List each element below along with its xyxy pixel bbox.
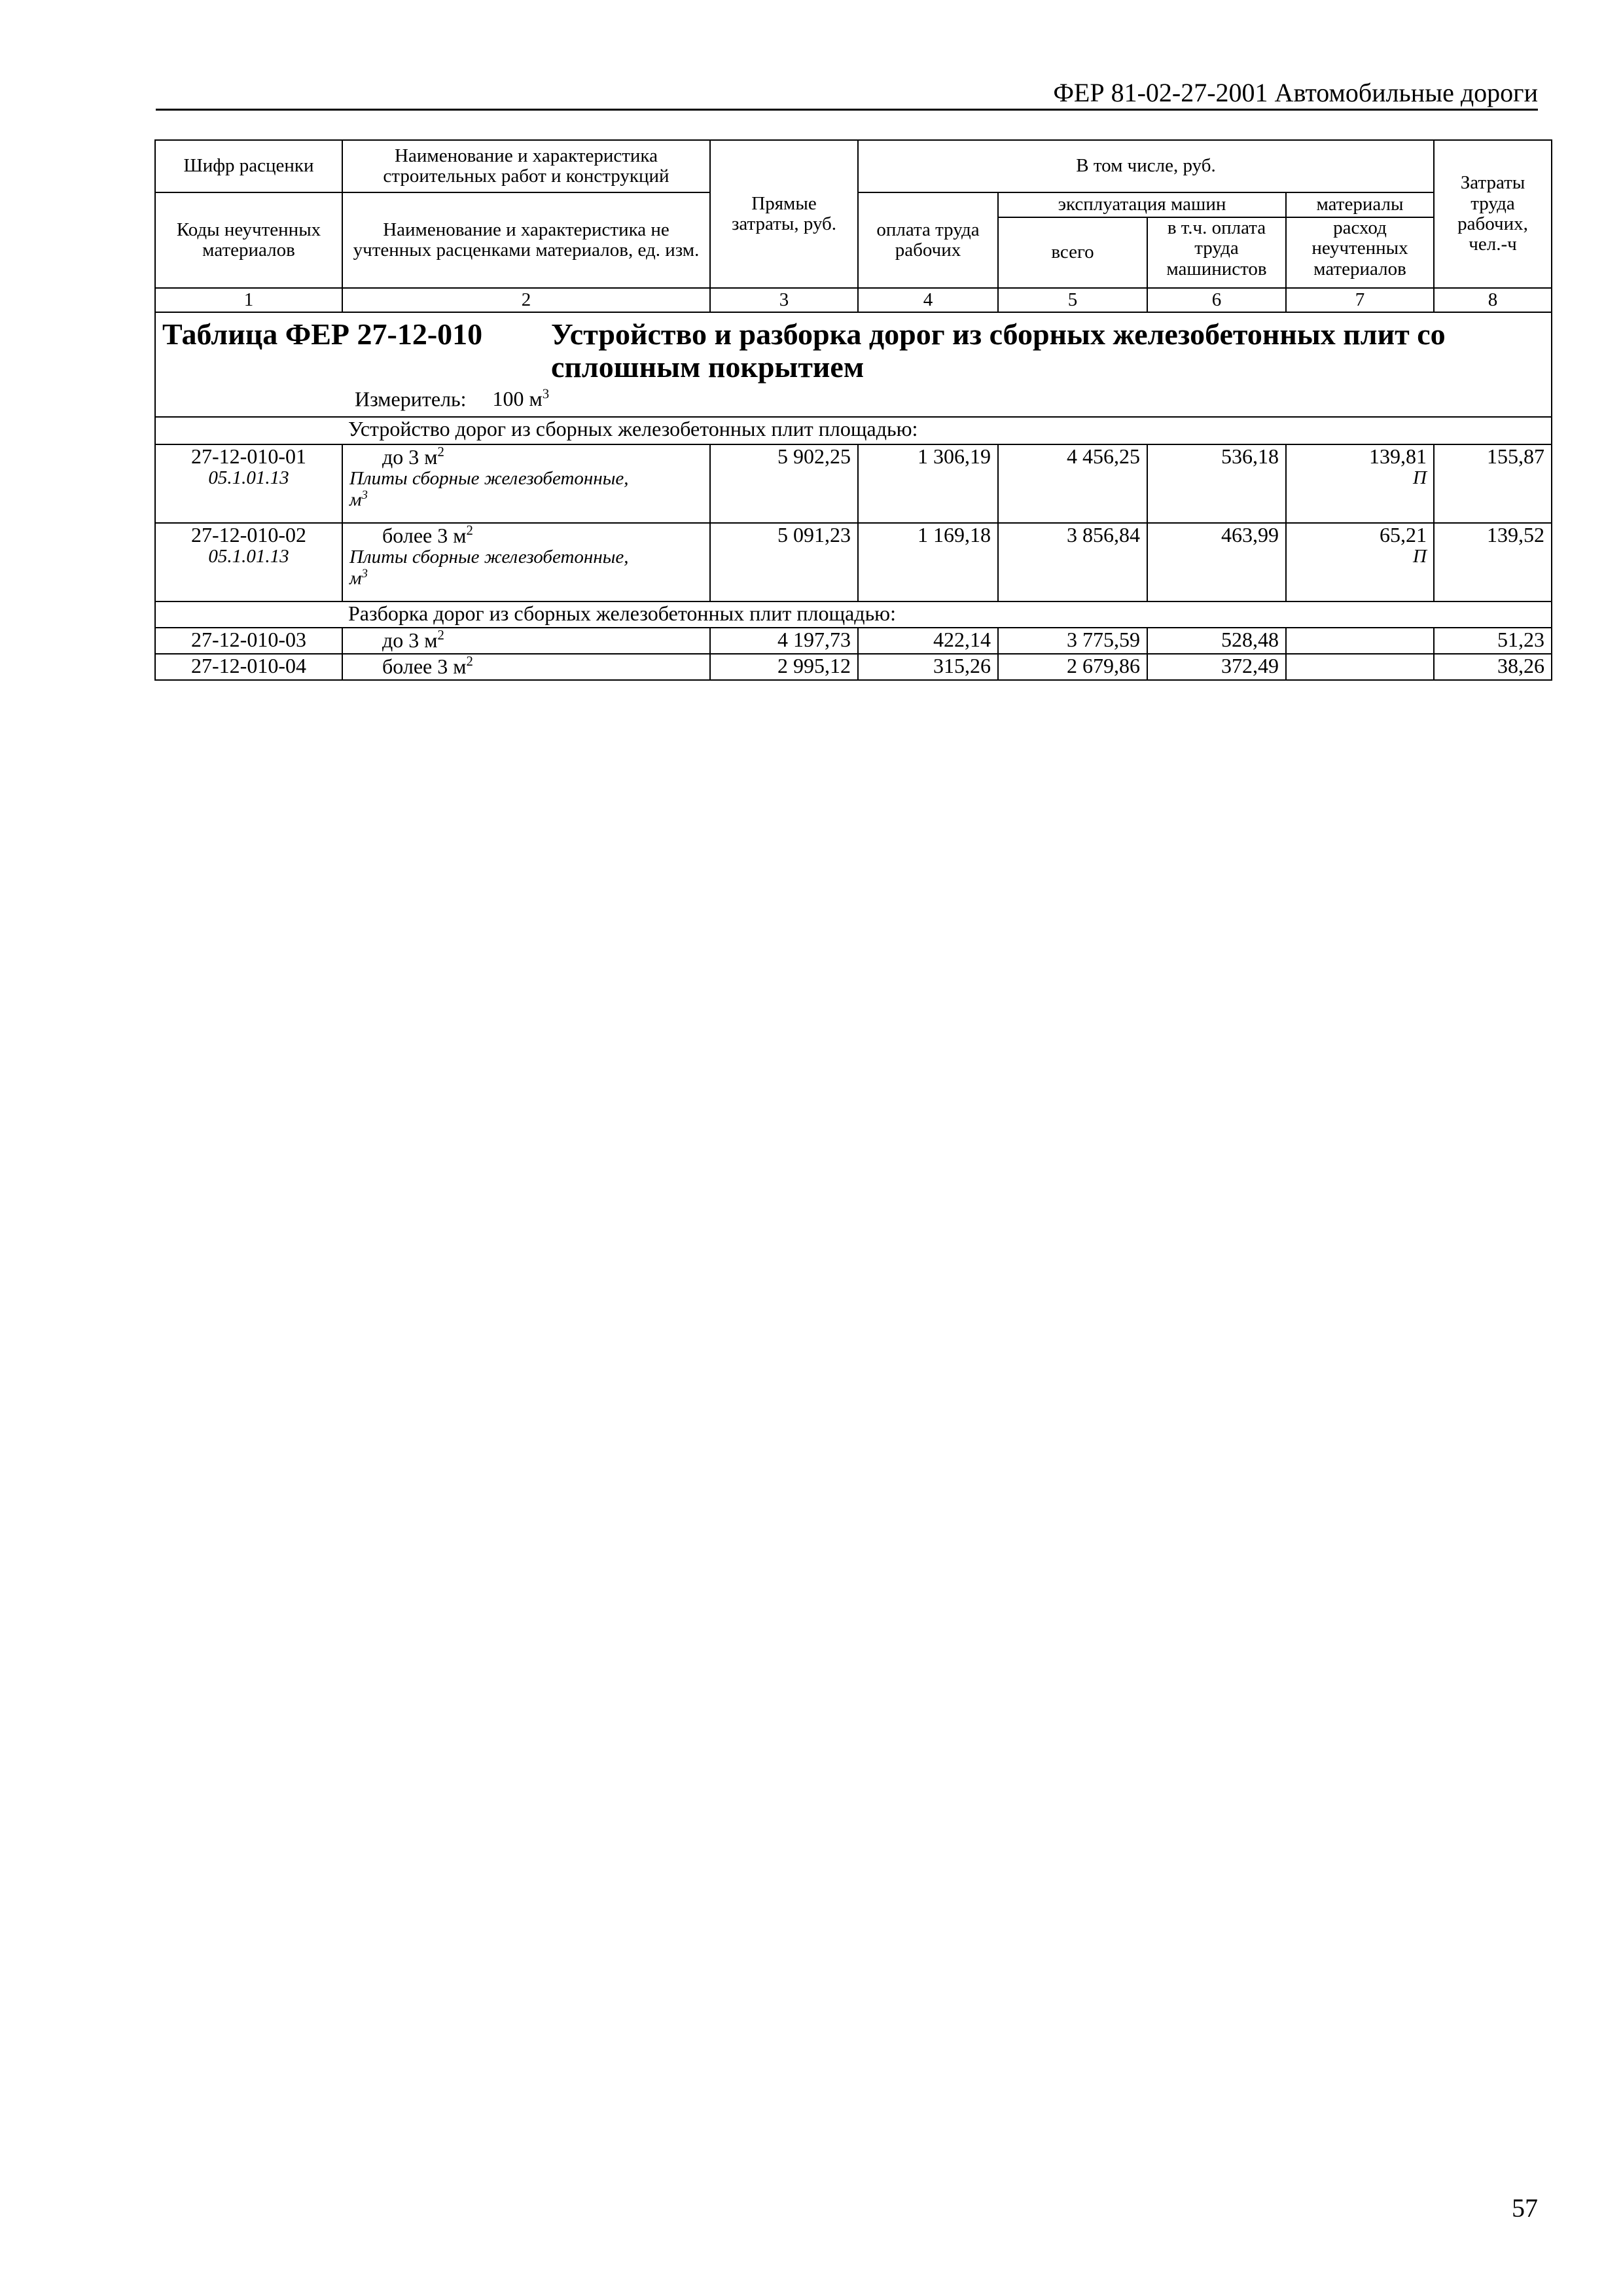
direct-costs-cell: 4 197,73 xyxy=(710,628,858,654)
col-number-1: 1 xyxy=(155,288,342,312)
section-title: Устройство дорог из сборных железобетонных плит площадью: xyxy=(155,417,1552,444)
col-header-direct-costs: Прямые затраты, руб. xyxy=(710,140,858,288)
table-id: Таблица ФЕР 27-12-010 xyxy=(162,317,483,351)
col-header-material-names: Наименование и характеристика не учтенных расценками материалов, ед. изм. xyxy=(342,192,710,288)
work-name-cell: более 3 $м^2$ xyxy=(342,654,710,680)
section-title: Разборка дорог из сборных железобетонных плит площадью: xyxy=(155,601,1552,628)
col-header-workers-pay: оплата труда рабочих xyxy=(858,192,998,288)
material-flag: П xyxy=(1413,467,1427,488)
direct-costs-cell: 5 091,23 xyxy=(710,523,858,601)
rate-code-cell: 27-12-010-04 xyxy=(155,654,342,680)
materials-cell xyxy=(1286,654,1434,680)
col-header-materials: материалы xyxy=(1286,192,1434,217)
machinists-pay-cell: 463,99 xyxy=(1147,523,1286,601)
table-row xyxy=(155,628,1552,654)
document-header-title: ФЕР 81-02-27-2001 Автомобильные дороги xyxy=(1053,78,1538,107)
col-header-labor-hours: Затраты труда рабочих, чел.-ч xyxy=(1434,140,1552,288)
direct-costs-cell: 2 995,12 xyxy=(710,654,858,680)
material-code: 05.1.01.13 xyxy=(208,545,289,567)
rates-table xyxy=(154,139,1552,681)
materials-cell xyxy=(1286,628,1434,654)
table-row xyxy=(155,654,1552,680)
work-name-cell: до 3 $м^2$ Плиты сборные железобетонные, $м^3$ xyxy=(342,444,710,523)
col-number-7: 7 xyxy=(1286,288,1434,312)
machinists-pay-cell: 372,49 xyxy=(1147,654,1286,680)
table-row xyxy=(155,444,1552,523)
work-name-cell: до 3 $м^2$ xyxy=(342,628,710,654)
labor-hours-cell: 38,26 xyxy=(1434,654,1552,680)
workers-pay-cell: 1 169,18 xyxy=(858,523,998,601)
col-header-material-usage: расход неучтенных материалов xyxy=(1286,217,1434,288)
work-name-cell: более 3 $м^2$ Плиты сборные железобетонные, $м^3$ xyxy=(342,523,710,601)
machinists-pay-cell: 536,18 xyxy=(1147,444,1286,523)
col-number-6: 6 xyxy=(1147,288,1286,312)
labor-hours-cell: 139,52 xyxy=(1434,523,1552,601)
table-title-block xyxy=(155,312,1552,417)
col-number-4: 4 xyxy=(858,288,998,312)
material-flag: П xyxy=(1413,545,1427,567)
page-number: 57 xyxy=(1512,2193,1538,2223)
machines-total-cell: 4 456,25 xyxy=(998,444,1147,523)
col-header-machines-total: всего xyxy=(998,217,1147,288)
col-header-name: Наименование и характеристика строительных работ и конструкций xyxy=(342,140,710,192)
col-header-code: Шифр расценки xyxy=(155,140,342,192)
header-rule xyxy=(156,109,1538,111)
col-number-5: 5 xyxy=(998,288,1147,312)
col-number-3: 3 xyxy=(710,288,858,312)
rate-code-cell: 27-12-010-02 05.1.01.13 xyxy=(155,523,342,601)
labor-hours-cell: 51,23 xyxy=(1434,628,1552,654)
workers-pay-cell: 1 306,19 xyxy=(858,444,998,523)
machines-total-cell: 2 679,86 xyxy=(998,654,1147,680)
material-name: Плиты сборные железобетонные, $м^3$ xyxy=(349,467,629,511)
table-name: Устройство и разборка дорог из сборных железобетонных плит со сплошным покрытием xyxy=(551,317,1446,384)
col-header-material-codes: Коды неучтенных материалов xyxy=(155,192,342,288)
col-header-group: В том числе, руб. xyxy=(858,140,1434,192)
direct-costs-cell: 5 902,25 xyxy=(710,444,858,523)
material-code: 05.1.01.13 xyxy=(208,467,289,488)
labor-hours-cell: 155,87 xyxy=(1434,444,1552,523)
meter-line xyxy=(162,387,1544,410)
machines-total-cell: 3 775,59 xyxy=(998,628,1147,654)
col-header-machines: эксплуатация машин xyxy=(998,192,1286,217)
rate-code-cell: 27-12-010-03 xyxy=(155,628,342,654)
materials-cell: 65,21 П xyxy=(1286,523,1434,601)
machinists-pay-cell: 528,48 xyxy=(1147,628,1286,654)
workers-pay-cell: 422,14 xyxy=(858,628,998,654)
materials-cell: 139,81 П xyxy=(1286,444,1434,523)
col-header-machinists-pay: в т.ч. оплата труда машинистов xyxy=(1147,217,1286,288)
col-number-8: 8 xyxy=(1434,288,1552,312)
material-name: Плиты сборные железобетонные, $м^3$ xyxy=(349,546,629,589)
table-row xyxy=(155,523,1552,601)
rate-code-cell: 27-12-010-01 05.1.01.13 xyxy=(155,444,342,523)
meter-value: 100 $м^3$ xyxy=(492,386,550,411)
machines-total-cell: 3 856,84 xyxy=(998,523,1147,601)
workers-pay-cell: 315,26 xyxy=(858,654,998,680)
meter-label: Измеритель: xyxy=(355,387,467,411)
col-number-2: 2 xyxy=(342,288,710,312)
